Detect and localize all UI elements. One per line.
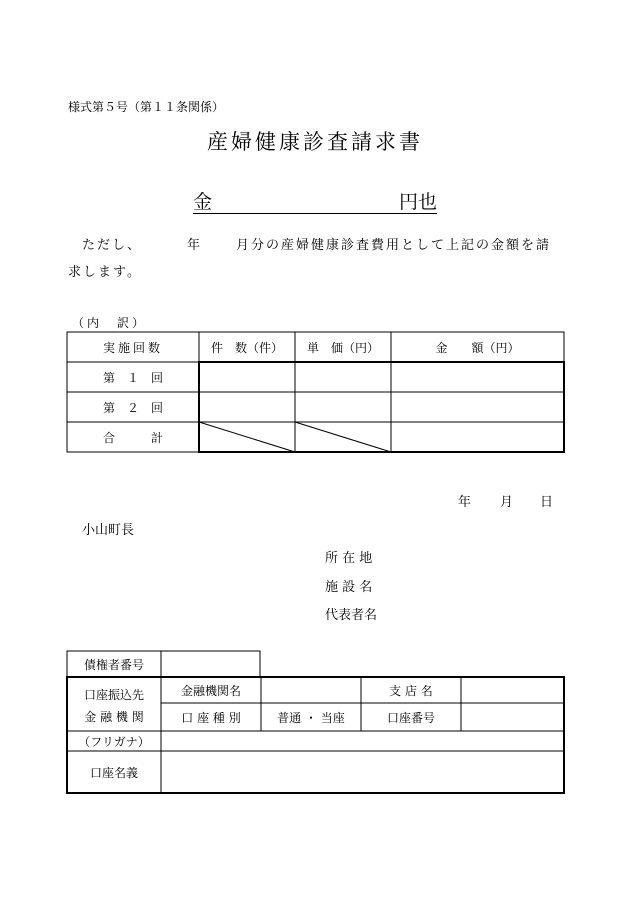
amount-suffix: 円也 (398, 191, 437, 213)
body-line2: 求します。 (68, 265, 142, 280)
representative-label: 代表者名 (325, 608, 378, 623)
date-month: 月 (500, 495, 516, 510)
body-line1-start: ただし、 (82, 238, 143, 253)
account-type-label: 口 座 種 別 (181, 710, 241, 725)
row-label-total: 合 計 (102, 430, 163, 445)
breakdown-label: （内 訳） (72, 316, 148, 330)
date-year: 年 (458, 495, 474, 510)
account-name-label: 口座名義 (89, 765, 138, 780)
header-amount: 金 額（円） (435, 340, 520, 355)
row-label-2: 第 ２ 回 (102, 400, 163, 415)
row-label-1: 第 １ 回 (102, 370, 163, 385)
date-day: 日 (540, 495, 556, 510)
furigana-label: （フリガナ） (78, 734, 150, 749)
form-number: 様式第５号（第１１条関係） (68, 100, 225, 114)
body-line1-year: 年 (187, 238, 203, 253)
body-line1-rest: 月分の産婦健康診査費用として上記の金額を請 (236, 238, 552, 253)
document-title: 産婦健康診査請求書 (207, 130, 423, 154)
header-sessions: 実施回数 (102, 340, 163, 355)
addressee: 小山町長 (82, 523, 135, 538)
account-type-value: 普通 ・ 当座 (277, 710, 345, 725)
facility-label: 施 設 名 (325, 580, 373, 595)
transfer-label-2: 金 融 機 関 (84, 709, 144, 724)
address-label: 所 在 地 (325, 551, 373, 566)
branch-label: 支 店 名 (389, 683, 433, 698)
header-unit-price: 単 価（円） (306, 340, 379, 355)
transfer-label-1: 口座振込先 (83, 687, 144, 702)
account-number-label: 口座番号 (386, 710, 435, 725)
creditor-number-label: 債権者番号 (83, 657, 144, 672)
amount-prefix: 金 (193, 191, 213, 213)
institution-label: 金融機関名 (180, 683, 241, 698)
header-count: 件 数（件） (210, 340, 283, 355)
